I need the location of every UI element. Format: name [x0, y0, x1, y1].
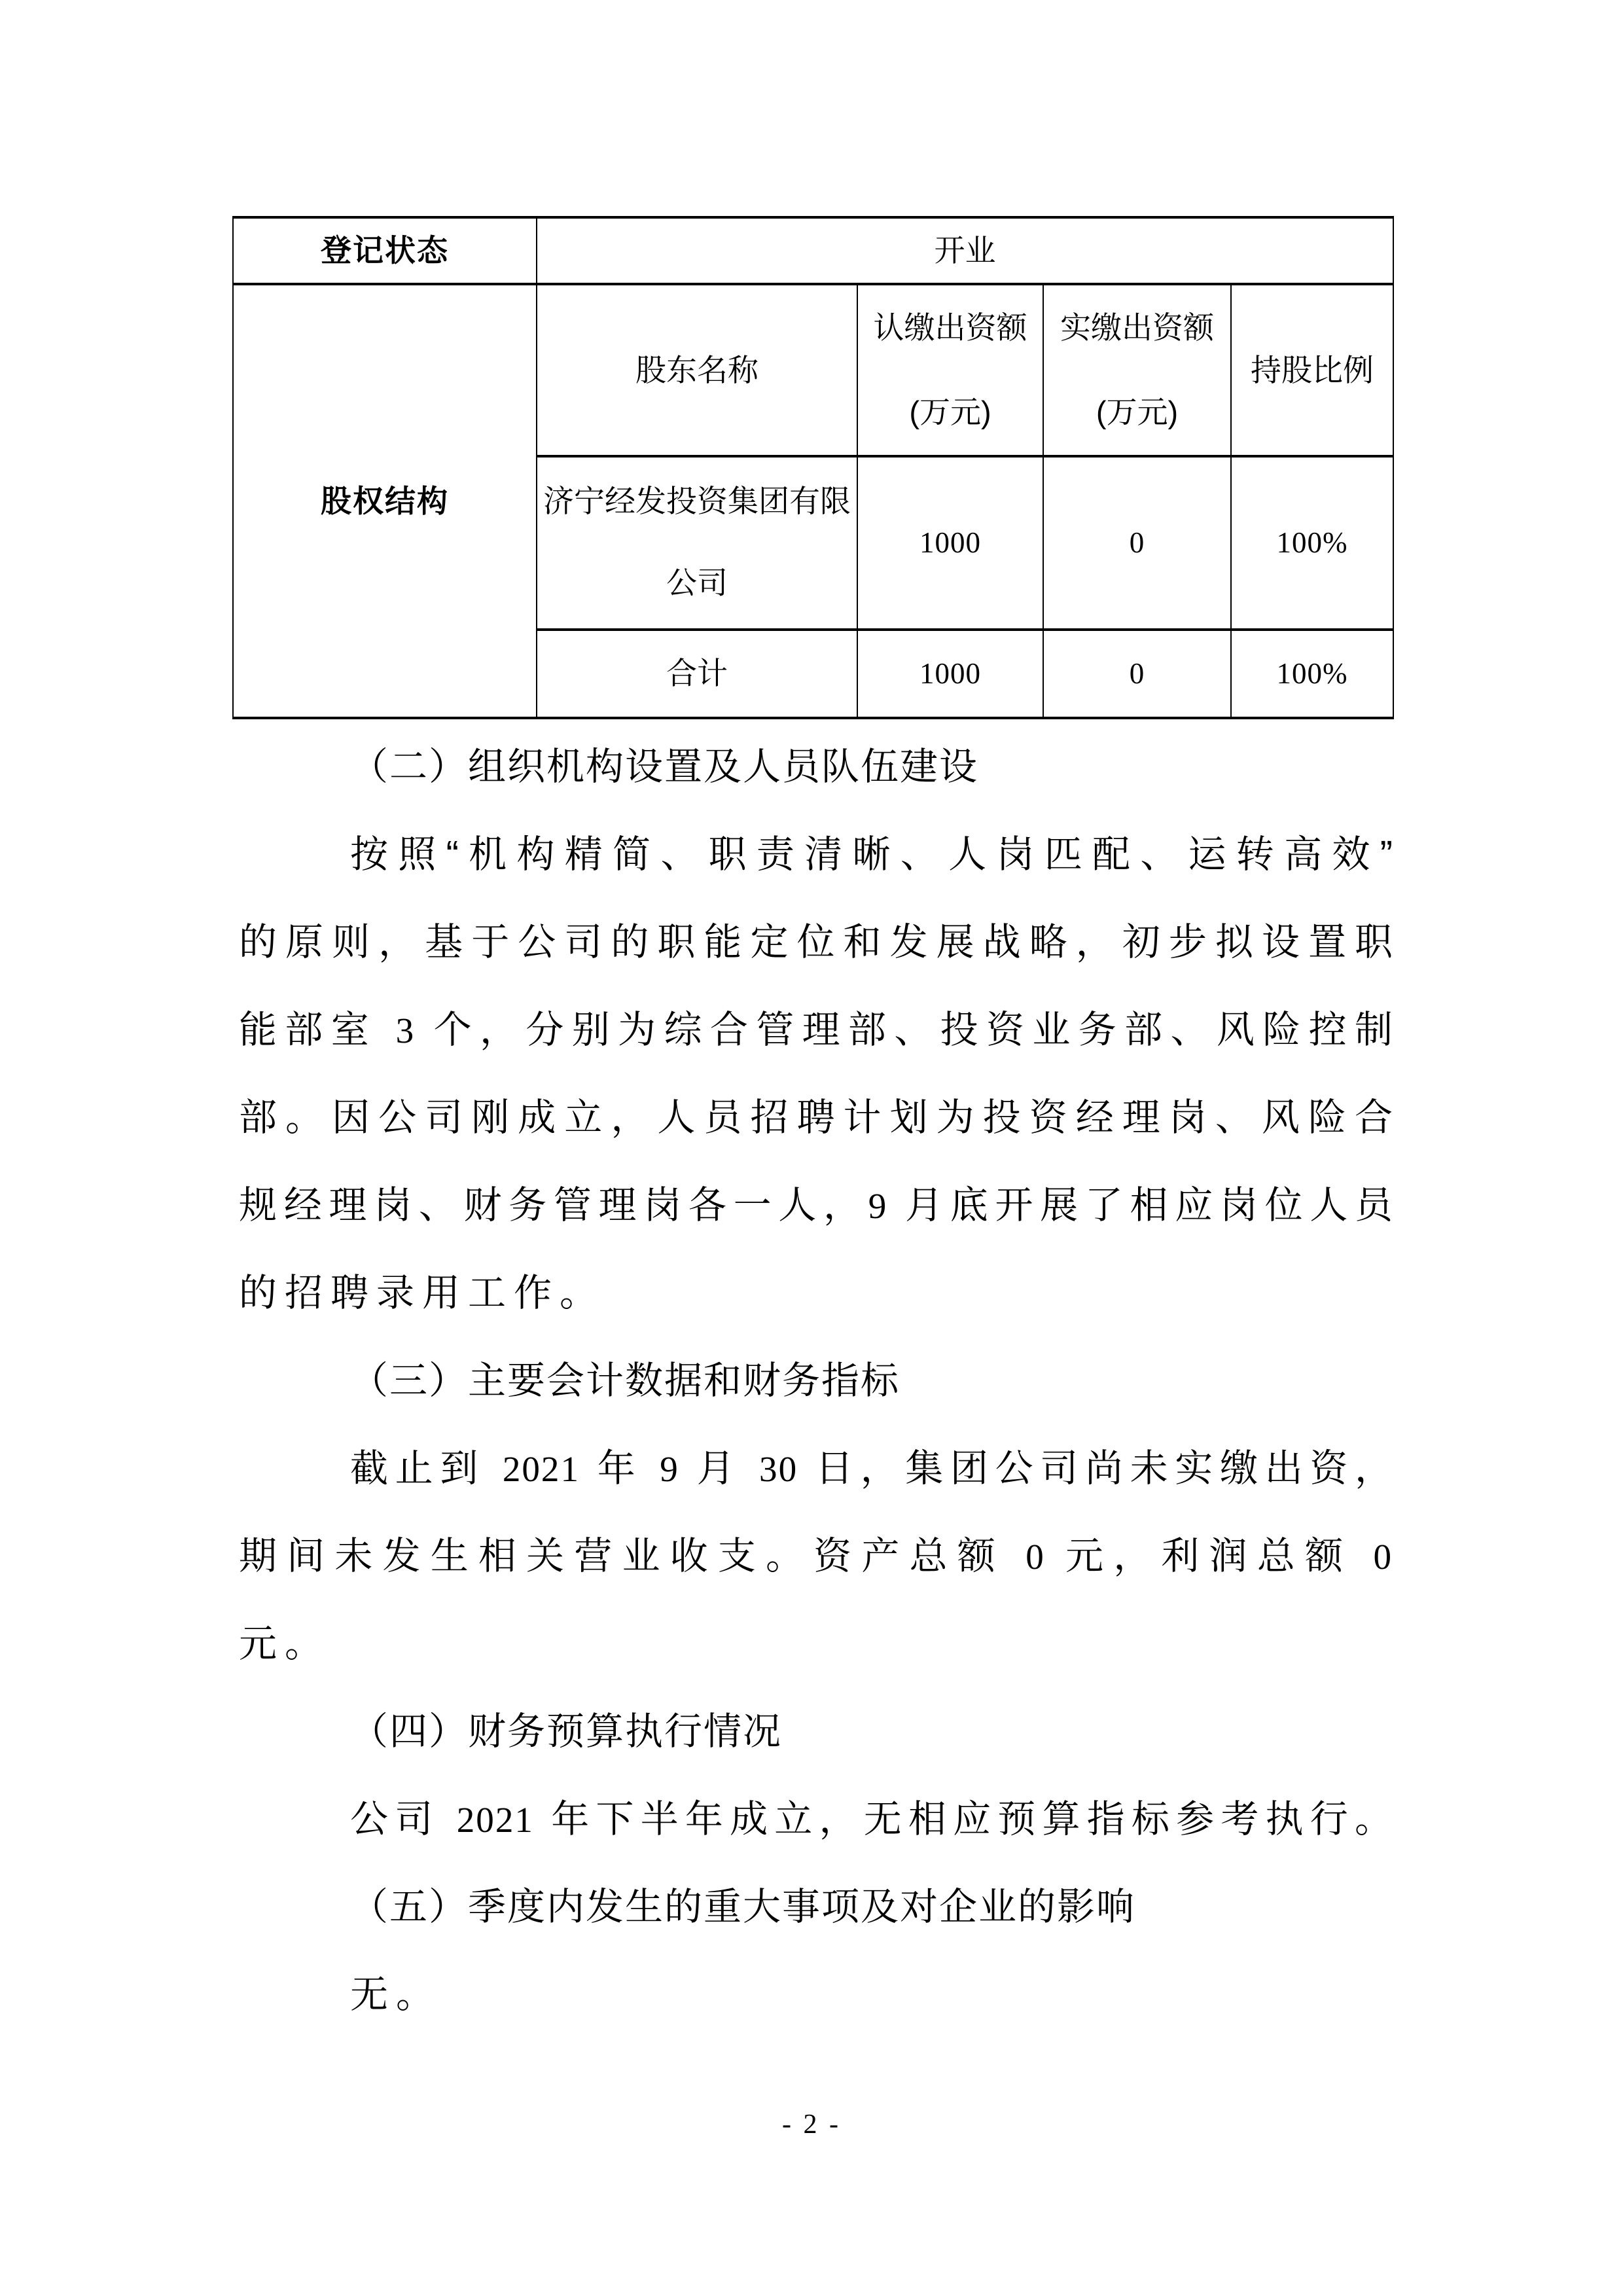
section-heading-3: （三）主要会计数据和财务指标: [350, 1359, 901, 1402]
body-line: 期间未发生相关营业收支。资产总额 0 元，利润总额 0: [239, 1535, 1393, 1577]
column-header-paidin-capital: [1043, 284, 1231, 456]
total-ratio: 100%: [1231, 630, 1393, 718]
total-subscribed-amount: 1000: [857, 630, 1043, 718]
page-number: - 2 -: [782, 2109, 841, 2140]
column-header-shareholder: 股东名称: [537, 284, 857, 456]
body-line: 的招聘录用工作。: [239, 1272, 606, 1314]
column-header-ratio: 持股比例: [1231, 284, 1393, 456]
body-line: 的原则，基于公司的职能定位和发展战略，初步拟设置职: [239, 921, 1393, 963]
section-heading-5: （五）季度内发生的重大事项及对企业的影响: [350, 1886, 1136, 1928]
shareholder-name: [537, 456, 857, 630]
equity-structure-label: 股权结构: [233, 284, 537, 718]
paidin-capital-title: 实缴出资额: [1060, 310, 1214, 345]
total-paid-amount: 0: [1043, 630, 1231, 718]
body-line: 部。因公司刚成立，人员招聘计划为投资经理岗、风险合: [239, 1096, 1393, 1139]
body-line: 按照“机构精简、职责清晰、人岗匹配、运转高效”: [350, 833, 1393, 876]
body-line: 无。: [350, 1973, 442, 2016]
body-line: 公司 2021 年下半年成立，无相应预算指标参考执行。: [350, 1798, 1393, 1840]
company-info-table: [232, 216, 1394, 719]
registration-status-value: 开业: [537, 217, 1393, 284]
subscribed-capital-unit: (万元): [909, 395, 991, 430]
shareholder-paid-amount: 0: [1043, 456, 1231, 630]
section-heading-4: （四）财务预算执行情况: [350, 1710, 783, 1753]
body-line: 能部室 3 个，分别为综合管理部、投资业务部、风险控制: [239, 1009, 1393, 1051]
document-body: [239, 723, 1393, 2039]
shareholder-name-line1: 济宁经发投资集团有限: [543, 484, 851, 519]
body-line: 截止到 2021 年 9 月 30 日，集团公司尚未实缴出资，: [350, 1447, 1393, 1490]
body-line: 元。: [239, 1623, 331, 1665]
section-heading-2: （二）组织机构设置及人员队伍建设: [350, 745, 979, 788]
shareholder-ratio: 100%: [1231, 456, 1393, 630]
paidin-capital-unit: (万元): [1096, 395, 1179, 430]
body-line: 规经理岗、财务管理岗各一人，9 月底开展了相应岗位人员: [239, 1184, 1393, 1227]
shareholder-subscribed-amount: 1000: [857, 456, 1043, 630]
total-label: 合计: [537, 630, 857, 718]
equity-header-row: [233, 284, 1393, 456]
shareholder-name-line2: 公司: [666, 565, 728, 600]
registration-status-row: [233, 217, 1393, 284]
column-header-subscribed-capital: [857, 284, 1043, 456]
subscribed-capital-title: 认缴出资额: [873, 310, 1027, 345]
registration-status-label: 登记状态: [233, 217, 537, 284]
